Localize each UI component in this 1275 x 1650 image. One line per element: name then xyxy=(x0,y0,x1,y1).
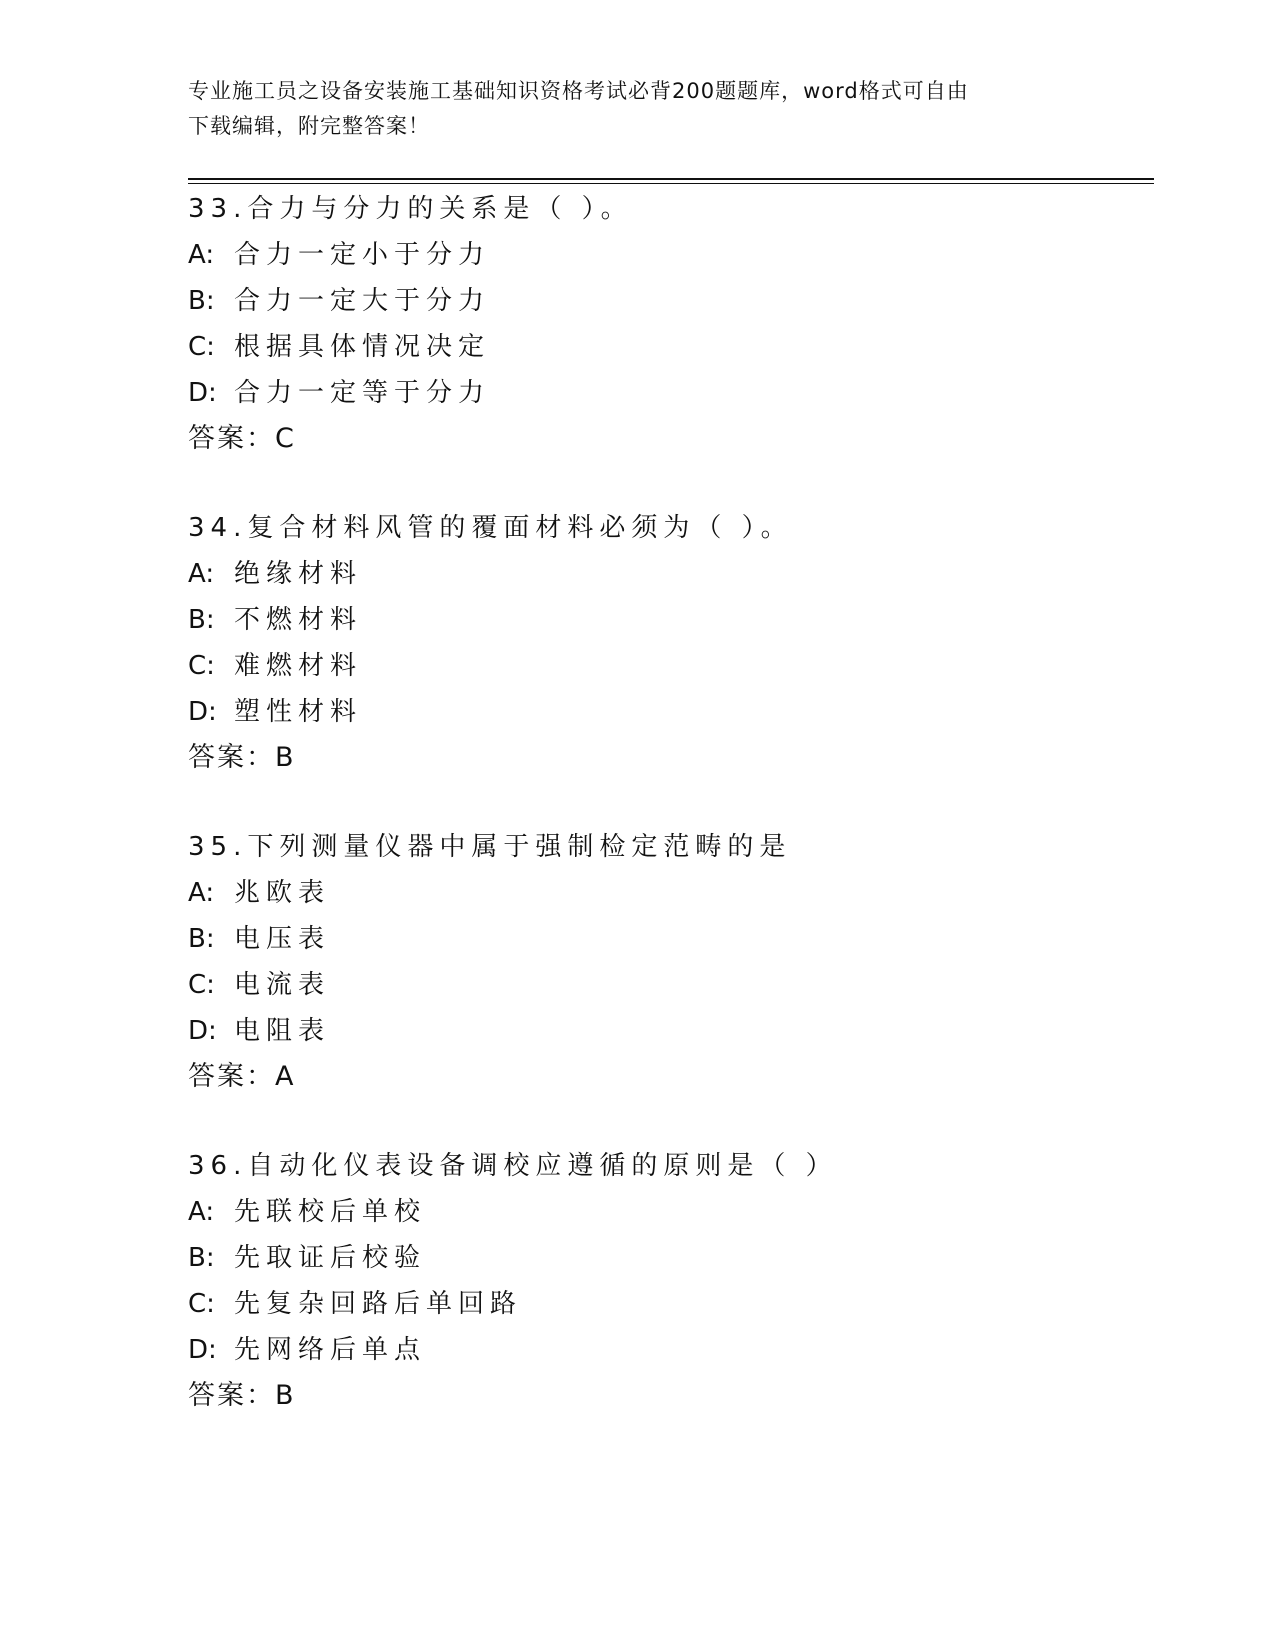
option-text: 电阻表 xyxy=(234,1016,331,1046)
question-block xyxy=(188,505,1088,781)
option-letter: D: xyxy=(188,1016,217,1046)
header-line-1: 专业施工员之设备安装施工基础知识资格考试必背200题题库，word格式可自由 xyxy=(188,79,969,103)
answer-line: 答案：A xyxy=(188,1061,296,1092)
question-stem: 35.下列测量仪器中属于强制检定范畴的是 xyxy=(188,832,792,862)
option-d xyxy=(188,689,1088,735)
option-letter: D: xyxy=(188,378,217,408)
option-text: 先复杂回路后单回路 xyxy=(234,1289,523,1319)
option-text: 电压表 xyxy=(234,924,331,954)
option-letter: A: xyxy=(188,878,215,908)
question-block xyxy=(188,1143,1088,1419)
option-letter: B: xyxy=(188,605,215,635)
option-b xyxy=(188,916,1088,962)
option-c xyxy=(188,962,1088,1008)
option-text: 先联校后单校 xyxy=(234,1197,427,1227)
question-stem: 33.合力与分力的关系是（ ）。 xyxy=(188,194,633,224)
option-text: 先取证后校验 xyxy=(234,1243,427,1273)
option-a xyxy=(188,232,1088,278)
question-stem: 36.自动化仪表设备调校应遵循的原则是（ ） xyxy=(188,1151,838,1181)
option-d xyxy=(188,1008,1088,1054)
option-d xyxy=(188,1327,1088,1373)
option-letter: A: xyxy=(188,559,215,589)
option-text: 绝缘材料 xyxy=(234,559,363,589)
option-b xyxy=(188,278,1088,324)
option-text: 不燃材料 xyxy=(234,605,363,635)
option-c xyxy=(188,643,1088,689)
question-block xyxy=(188,186,1088,462)
option-letter: A: xyxy=(188,1197,215,1227)
question-block xyxy=(188,824,1088,1100)
option-c xyxy=(188,1281,1088,1327)
option-letter: C: xyxy=(188,651,215,681)
option-text: 根据具体情况决定 xyxy=(234,332,491,362)
header-rule-thick xyxy=(188,178,1154,180)
option-text: 合力一定大于分力 xyxy=(234,286,491,316)
answer-line: 答案：C xyxy=(188,423,296,454)
option-a xyxy=(188,1189,1088,1235)
option-letter: A: xyxy=(188,240,215,270)
option-letter: D: xyxy=(188,697,217,727)
option-text: 合力一定等于分力 xyxy=(234,378,491,408)
option-letter: D: xyxy=(188,1335,217,1365)
option-a xyxy=(188,551,1088,597)
option-letter: B: xyxy=(188,924,215,954)
answer-line: 答案：B xyxy=(188,742,296,773)
option-b xyxy=(188,1235,1088,1281)
header-rule-thin xyxy=(188,183,1154,184)
option-letter: C: xyxy=(188,1289,215,1319)
option-text: 合力一定小于分力 xyxy=(234,240,491,270)
option-text: 先网络后单点 xyxy=(234,1335,427,1365)
option-letter: B: xyxy=(188,1243,215,1273)
option-d xyxy=(188,370,1088,416)
option-letter: C: xyxy=(188,332,215,362)
option-a xyxy=(188,870,1088,916)
header-line-2: 下载编辑，附完整答案！ xyxy=(188,114,430,138)
option-b xyxy=(188,597,1088,643)
option-letter: C: xyxy=(188,970,215,1000)
option-text: 电流表 xyxy=(234,970,331,1000)
document-header xyxy=(188,74,1088,144)
option-text: 兆欧表 xyxy=(234,878,331,908)
option-text: 难燃材料 xyxy=(234,651,363,681)
option-c xyxy=(188,324,1088,370)
option-letter: B: xyxy=(188,286,215,316)
answer-line: 答案：B xyxy=(188,1380,296,1411)
question-stem: 34.复合材料风管的覆面材料必须为（ ）。 xyxy=(188,513,793,543)
option-text: 塑性材料 xyxy=(234,697,363,727)
